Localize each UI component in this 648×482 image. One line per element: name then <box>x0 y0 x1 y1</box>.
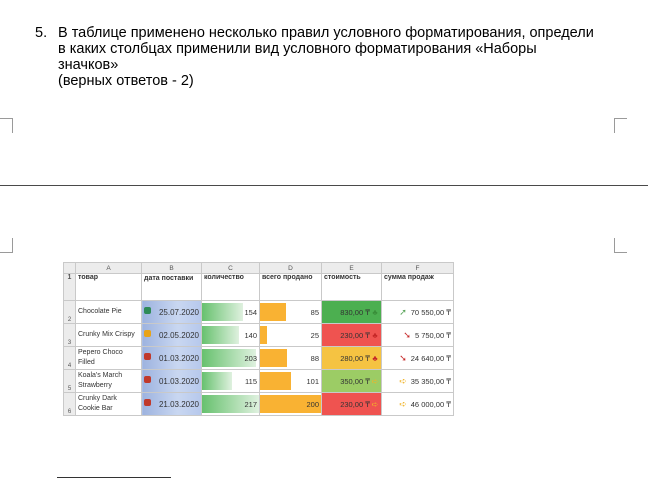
product-cell: Koala's March Strawberry <box>76 370 142 393</box>
data-bar <box>260 303 286 321</box>
sales-sum-cell <box>382 347 454 370</box>
cost-indicator-icon: ♣ <box>372 307 378 317</box>
cost-indicator-icon: ♣ <box>372 353 378 363</box>
product-cell: Pepero Choco Filled <box>76 347 142 370</box>
column-letter: E <box>322 263 382 274</box>
traffic-light-icon <box>144 399 151 406</box>
traffic-light-icon <box>144 330 151 337</box>
cost-value: 230,00 ₸ <box>340 399 370 409</box>
product-cell: Chocolate Pie <box>76 301 142 324</box>
quantity-value: 154 <box>244 307 257 317</box>
total-sold-value: 85 <box>310 307 319 317</box>
product-cell: Crunky Mix Crispy <box>76 324 142 347</box>
corner-cell <box>64 263 76 274</box>
data-bar <box>202 326 239 344</box>
sales-sum-cell <box>382 393 454 416</box>
row-number: 1 <box>64 274 76 301</box>
total-sold-value: 25 <box>310 330 319 340</box>
column-letter: A <box>76 263 142 274</box>
sales-sum-value: 46 000,00 ₸ <box>410 399 451 409</box>
header-product: товар <box>76 274 142 301</box>
cost-value: 830,00 ₸ <box>340 307 370 317</box>
question-text <box>58 25 633 89</box>
date-cell <box>142 347 202 370</box>
date-value: 21.03.2020 <box>158 399 199 409</box>
quantity-cell <box>202 393 260 416</box>
sales-sum-value: 70 550,00 ₸ <box>410 307 451 317</box>
spreadsheet-image <box>63 262 453 430</box>
header-row <box>64 274 454 301</box>
row-number: 6 <box>64 393 76 416</box>
cost-cell <box>322 347 382 370</box>
total-sold-value: 200 <box>306 399 319 409</box>
total-sold-value: 88 <box>310 353 319 363</box>
header-quantity: количество <box>202 274 260 301</box>
crop-mark-bottom-left <box>0 238 13 253</box>
date-value: 01.03.2020 <box>158 353 199 363</box>
total-sold-cell <box>260 347 322 370</box>
question-line: в каких столбцах применили вид условного форматирования «Наборы <box>58 41 537 57</box>
date-cell <box>142 370 202 393</box>
row-number: 2 <box>64 301 76 324</box>
quantity-cell <box>202 370 260 393</box>
sales-sum-value: 35 350,00 ₸ <box>410 376 451 386</box>
header-cost: стоимость <box>322 274 382 301</box>
date-cell <box>142 393 202 416</box>
data-bar <box>260 326 267 344</box>
table-row <box>64 324 454 347</box>
column-letter: C <box>202 263 260 274</box>
crop-mark-bottom-right <box>614 238 627 253</box>
quantity-cell <box>202 347 260 370</box>
cost-indicator-icon: ➪ <box>371 399 379 409</box>
sales-sum-cell <box>382 301 454 324</box>
total-sold-cell <box>260 324 322 347</box>
cost-indicator-icon: ♣ <box>372 330 378 340</box>
row-number: 4 <box>64 347 76 370</box>
question-line: В таблице применено несколько правил условного форматирования, определи <box>58 25 594 41</box>
table-row <box>64 393 454 416</box>
question-line: (верных ответов - 2) <box>58 73 194 89</box>
row-number: 5 <box>64 370 76 393</box>
total-sold-cell <box>260 301 322 324</box>
answer-line <box>57 477 171 478</box>
table-row <box>64 301 454 324</box>
question-number: 5. <box>35 25 48 41</box>
date-value: 25.07.2020 <box>158 307 199 317</box>
cost-value: 280,00 ₸ <box>340 353 370 363</box>
cost-cell <box>322 370 382 393</box>
total-sold-cell <box>260 370 322 393</box>
quantity-value: 217 <box>244 399 257 409</box>
cost-cell <box>322 301 382 324</box>
quantity-cell <box>202 301 260 324</box>
date-value: 01.03.2020 <box>158 376 199 386</box>
column-letter: F <box>382 263 454 274</box>
quantity-cell <box>202 324 260 347</box>
cost-value: 350,00 ₸ <box>340 376 370 386</box>
data-bar <box>260 372 291 390</box>
column-letter: D <box>260 263 322 274</box>
table-row <box>64 370 454 393</box>
arrow-icon: ➚ <box>399 306 407 317</box>
traffic-light-icon <box>144 353 151 360</box>
cost-cell <box>322 324 382 347</box>
column-letter: B <box>142 263 202 274</box>
traffic-light-icon <box>144 376 151 383</box>
data-bar <box>260 349 287 367</box>
quantity-value: 115 <box>245 376 257 386</box>
quantity-value: 203 <box>244 353 257 363</box>
header-date: дата поставки <box>142 274 202 301</box>
sales-sum-value: 24 640,00 ₸ <box>410 353 451 363</box>
sales-sum-cell <box>382 370 454 393</box>
header-sales-sum: сумма продаж <box>382 274 454 301</box>
date-cell <box>142 324 202 347</box>
product-cell: Crunky Dark Cookie Bar <box>76 393 142 416</box>
header-total-sold: всего продано <box>260 274 322 301</box>
sales-sum-cell <box>382 324 454 347</box>
data-bar <box>202 303 243 321</box>
cost-cell <box>322 393 382 416</box>
date-value: 02.05.2020 <box>158 330 199 340</box>
sales-sum-value: 5 750,00 ₸ <box>414 330 451 340</box>
cost-value: 230,00 ₸ <box>340 330 370 340</box>
traffic-light-icon <box>144 307 151 314</box>
date-cell <box>142 301 202 324</box>
row-number: 3 <box>64 324 76 347</box>
arrow-icon: ➘ <box>403 329 411 340</box>
quantity-value: 140 <box>244 330 257 340</box>
page-divider <box>0 185 648 186</box>
arrow-icon: ➪ <box>399 375 407 386</box>
question-line: значков» <box>58 57 119 73</box>
cost-indicator-icon: ➪ <box>371 376 379 386</box>
arrow-icon: ➘ <box>399 352 407 363</box>
arrow-icon: ➪ <box>399 398 407 409</box>
total-sold-value: 101 <box>306 376 319 386</box>
total-sold-cell <box>260 393 322 416</box>
crop-mark-top-right <box>614 118 627 133</box>
data-bar <box>202 372 232 390</box>
crop-mark-top-left <box>0 118 13 133</box>
table-row <box>64 347 454 370</box>
column-letters-row <box>64 263 454 274</box>
